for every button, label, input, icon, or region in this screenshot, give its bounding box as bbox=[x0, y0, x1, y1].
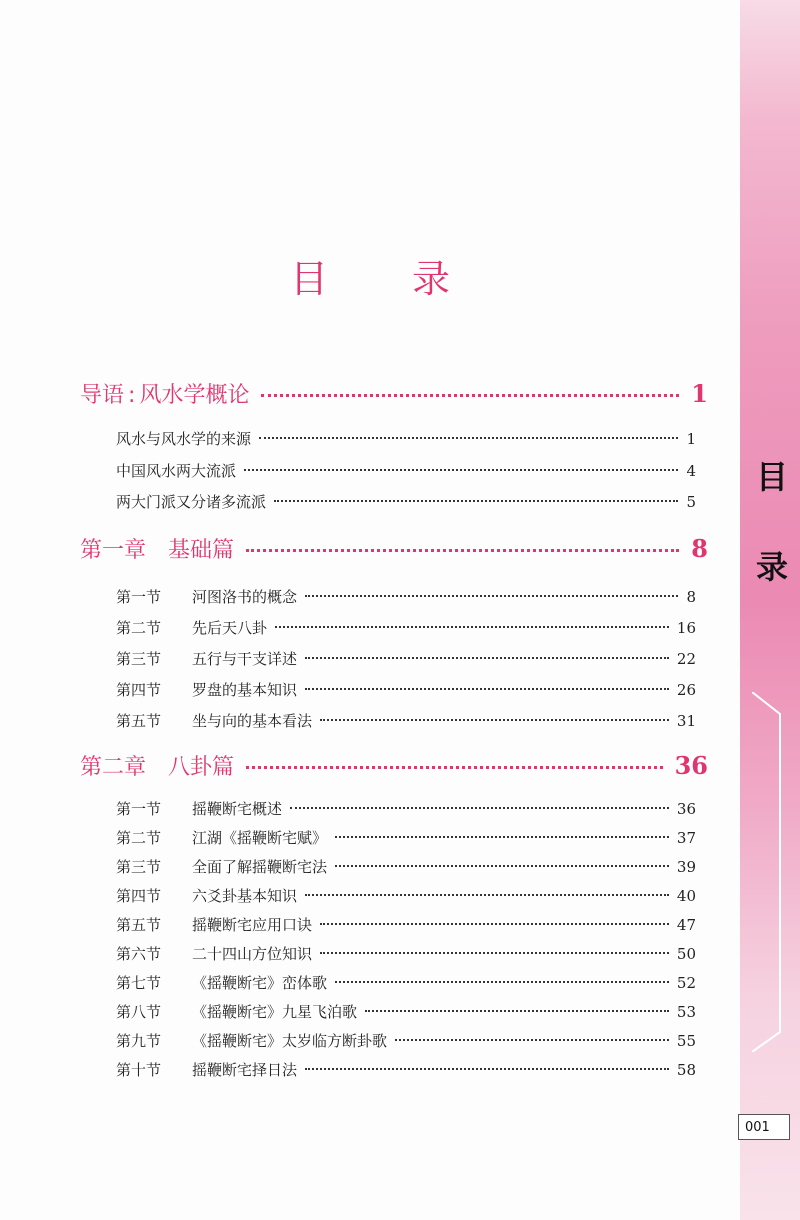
section-title: 《摇鞭断宅》九星飞泊歌 bbox=[192, 1003, 358, 1021]
section-page-number: 5 bbox=[686, 493, 696, 511]
dot-leader bbox=[275, 626, 669, 628]
section-title: 河图洛书的概念 bbox=[192, 588, 298, 606]
section-title: 《摇鞭断宅》峦体歌 bbox=[192, 974, 328, 992]
section-number: 第一节 bbox=[116, 588, 162, 606]
dot-leader bbox=[274, 500, 678, 502]
section-page-number: 26 bbox=[676, 681, 696, 699]
toc-section-row[interactable] bbox=[116, 972, 696, 993]
section-title: 中国风水两大流派 bbox=[116, 461, 237, 480]
toc-section-row[interactable] bbox=[116, 491, 696, 512]
chapter-page-number: 1 bbox=[691, 379, 708, 408]
section-title: 先后天八卦 bbox=[192, 619, 268, 637]
section-page-number: 31 bbox=[676, 712, 696, 730]
section-page-number: 55 bbox=[676, 1032, 696, 1050]
section-number: 第一节 bbox=[116, 800, 162, 818]
chapter-title: 八卦篇 bbox=[168, 755, 235, 780]
dot-leader bbox=[261, 394, 679, 397]
dot-leader bbox=[305, 657, 669, 659]
section-page-number: 1 bbox=[686, 430, 696, 448]
dot-leader bbox=[320, 719, 669, 721]
page-number: 001 bbox=[738, 1114, 790, 1140]
section-title: 摇鞭断宅择日法 bbox=[192, 1061, 298, 1079]
toc-section-row[interactable] bbox=[116, 798, 696, 819]
dot-leader bbox=[335, 836, 669, 838]
dot-leader bbox=[320, 952, 669, 954]
dot-leader bbox=[259, 437, 678, 439]
chapter-title: 基础篇 bbox=[168, 538, 235, 563]
page-title: 目 录 bbox=[289, 257, 487, 301]
toc-section-row[interactable] bbox=[116, 679, 696, 700]
section-page-number: 4 bbox=[686, 461, 696, 480]
chapter-title: 风水学概论 bbox=[139, 383, 250, 408]
section-title: 风水与风水学的来源 bbox=[116, 430, 252, 448]
section-page-number: 53 bbox=[676, 1003, 696, 1021]
section-page-number: 16 bbox=[676, 619, 696, 637]
tab-decoration bbox=[752, 692, 792, 1052]
section-title: 坐与向的基本看法 bbox=[192, 712, 313, 730]
section-title: 江湖《摇鞭断宅赋》 bbox=[192, 829, 328, 847]
chapter-number: 第二章 bbox=[80, 755, 147, 780]
toc-section-row[interactable] bbox=[116, 1001, 696, 1022]
toc-chapter-row[interactable] bbox=[80, 533, 708, 564]
section-page-number: 22 bbox=[676, 650, 696, 668]
chapter-separator: : bbox=[128, 383, 136, 408]
toc-section-row[interactable] bbox=[116, 617, 696, 638]
dot-leader bbox=[305, 894, 669, 896]
section-title: 五行与干支详述 bbox=[192, 650, 298, 668]
section-page-number: 50 bbox=[676, 945, 696, 963]
toc-section-row[interactable] bbox=[116, 1030, 696, 1051]
dot-leader bbox=[305, 1068, 669, 1070]
section-number: 第二节 bbox=[116, 829, 162, 847]
section-number: 第二节 bbox=[116, 619, 162, 637]
toc-section-row[interactable] bbox=[116, 943, 696, 964]
side-tab bbox=[740, 0, 800, 1220]
section-page-number: 47 bbox=[676, 916, 696, 934]
section-title: 两大门派又分诸多流派 bbox=[116, 493, 267, 511]
toc-section-row[interactable] bbox=[116, 914, 696, 935]
dot-leader bbox=[335, 981, 669, 983]
section-number: 第三节 bbox=[116, 650, 162, 668]
section-number: 第五节 bbox=[116, 916, 162, 934]
section-number: 第六节 bbox=[116, 945, 162, 963]
section-page-number: 52 bbox=[676, 974, 696, 992]
toc-section-row[interactable] bbox=[116, 856, 696, 877]
dot-leader bbox=[290, 807, 669, 809]
dot-leader bbox=[244, 469, 678, 471]
section-title: 摇鞭断宅概述 bbox=[192, 800, 283, 818]
dot-leader bbox=[305, 595, 678, 597]
section-title: 二十四山方位知识 bbox=[192, 945, 313, 963]
section-title: 六爻卦基本知识 bbox=[192, 887, 298, 905]
section-title: 全面了解摇鞭断宅法 bbox=[192, 858, 328, 876]
section-page-number: 40 bbox=[676, 887, 696, 905]
toc-chapter-row[interactable] bbox=[80, 750, 708, 781]
section-page-number: 37 bbox=[676, 829, 696, 847]
section-number: 第十节 bbox=[116, 1061, 162, 1079]
section-number: 第八节 bbox=[116, 1003, 162, 1021]
toc-section-row[interactable] bbox=[116, 710, 696, 731]
chapter-page-number: 36 bbox=[674, 751, 708, 780]
side-tab-char-1: 目 bbox=[755, 458, 788, 496]
dot-leader bbox=[246, 766, 663, 769]
dot-leader bbox=[365, 1010, 669, 1012]
toc-section-row[interactable] bbox=[116, 428, 696, 449]
toc-section-row[interactable] bbox=[116, 648, 696, 669]
toc-section-row[interactable] bbox=[116, 1059, 696, 1080]
dot-leader bbox=[246, 549, 679, 552]
chapter-page-number: 8 bbox=[691, 534, 708, 563]
dot-leader bbox=[320, 923, 669, 925]
toc-section-row[interactable] bbox=[116, 586, 696, 607]
side-tab-char-2: 录 bbox=[755, 548, 788, 586]
toc-chapter-row[interactable] bbox=[80, 378, 708, 409]
dot-leader bbox=[335, 865, 669, 867]
section-page-number: 8 bbox=[686, 588, 696, 606]
section-number: 第七节 bbox=[116, 974, 162, 992]
section-number: 第三节 bbox=[116, 858, 162, 876]
section-number: 第四节 bbox=[116, 887, 162, 905]
section-title: 摇鞭断宅应用口诀 bbox=[192, 916, 313, 934]
toc-section-row[interactable] bbox=[116, 460, 696, 481]
chapter-number: 第一章 bbox=[80, 538, 147, 563]
section-number: 第四节 bbox=[116, 681, 162, 699]
section-page-number: 39 bbox=[676, 858, 696, 876]
toc-section-row[interactable] bbox=[116, 885, 696, 906]
section-page-number: 58 bbox=[676, 1061, 696, 1079]
chapter-number: 导语 bbox=[80, 383, 125, 408]
section-number: 第五节 bbox=[116, 712, 162, 730]
toc-section-row[interactable] bbox=[116, 827, 696, 848]
section-title: 《摇鞭断宅》太岁临方断卦歌 bbox=[192, 1032, 388, 1050]
section-number: 第九节 bbox=[116, 1032, 162, 1050]
dot-leader bbox=[395, 1039, 669, 1041]
dot-leader bbox=[305, 688, 669, 690]
section-title: 罗盘的基本知识 bbox=[192, 681, 298, 699]
section-page-number: 36 bbox=[676, 800, 696, 818]
